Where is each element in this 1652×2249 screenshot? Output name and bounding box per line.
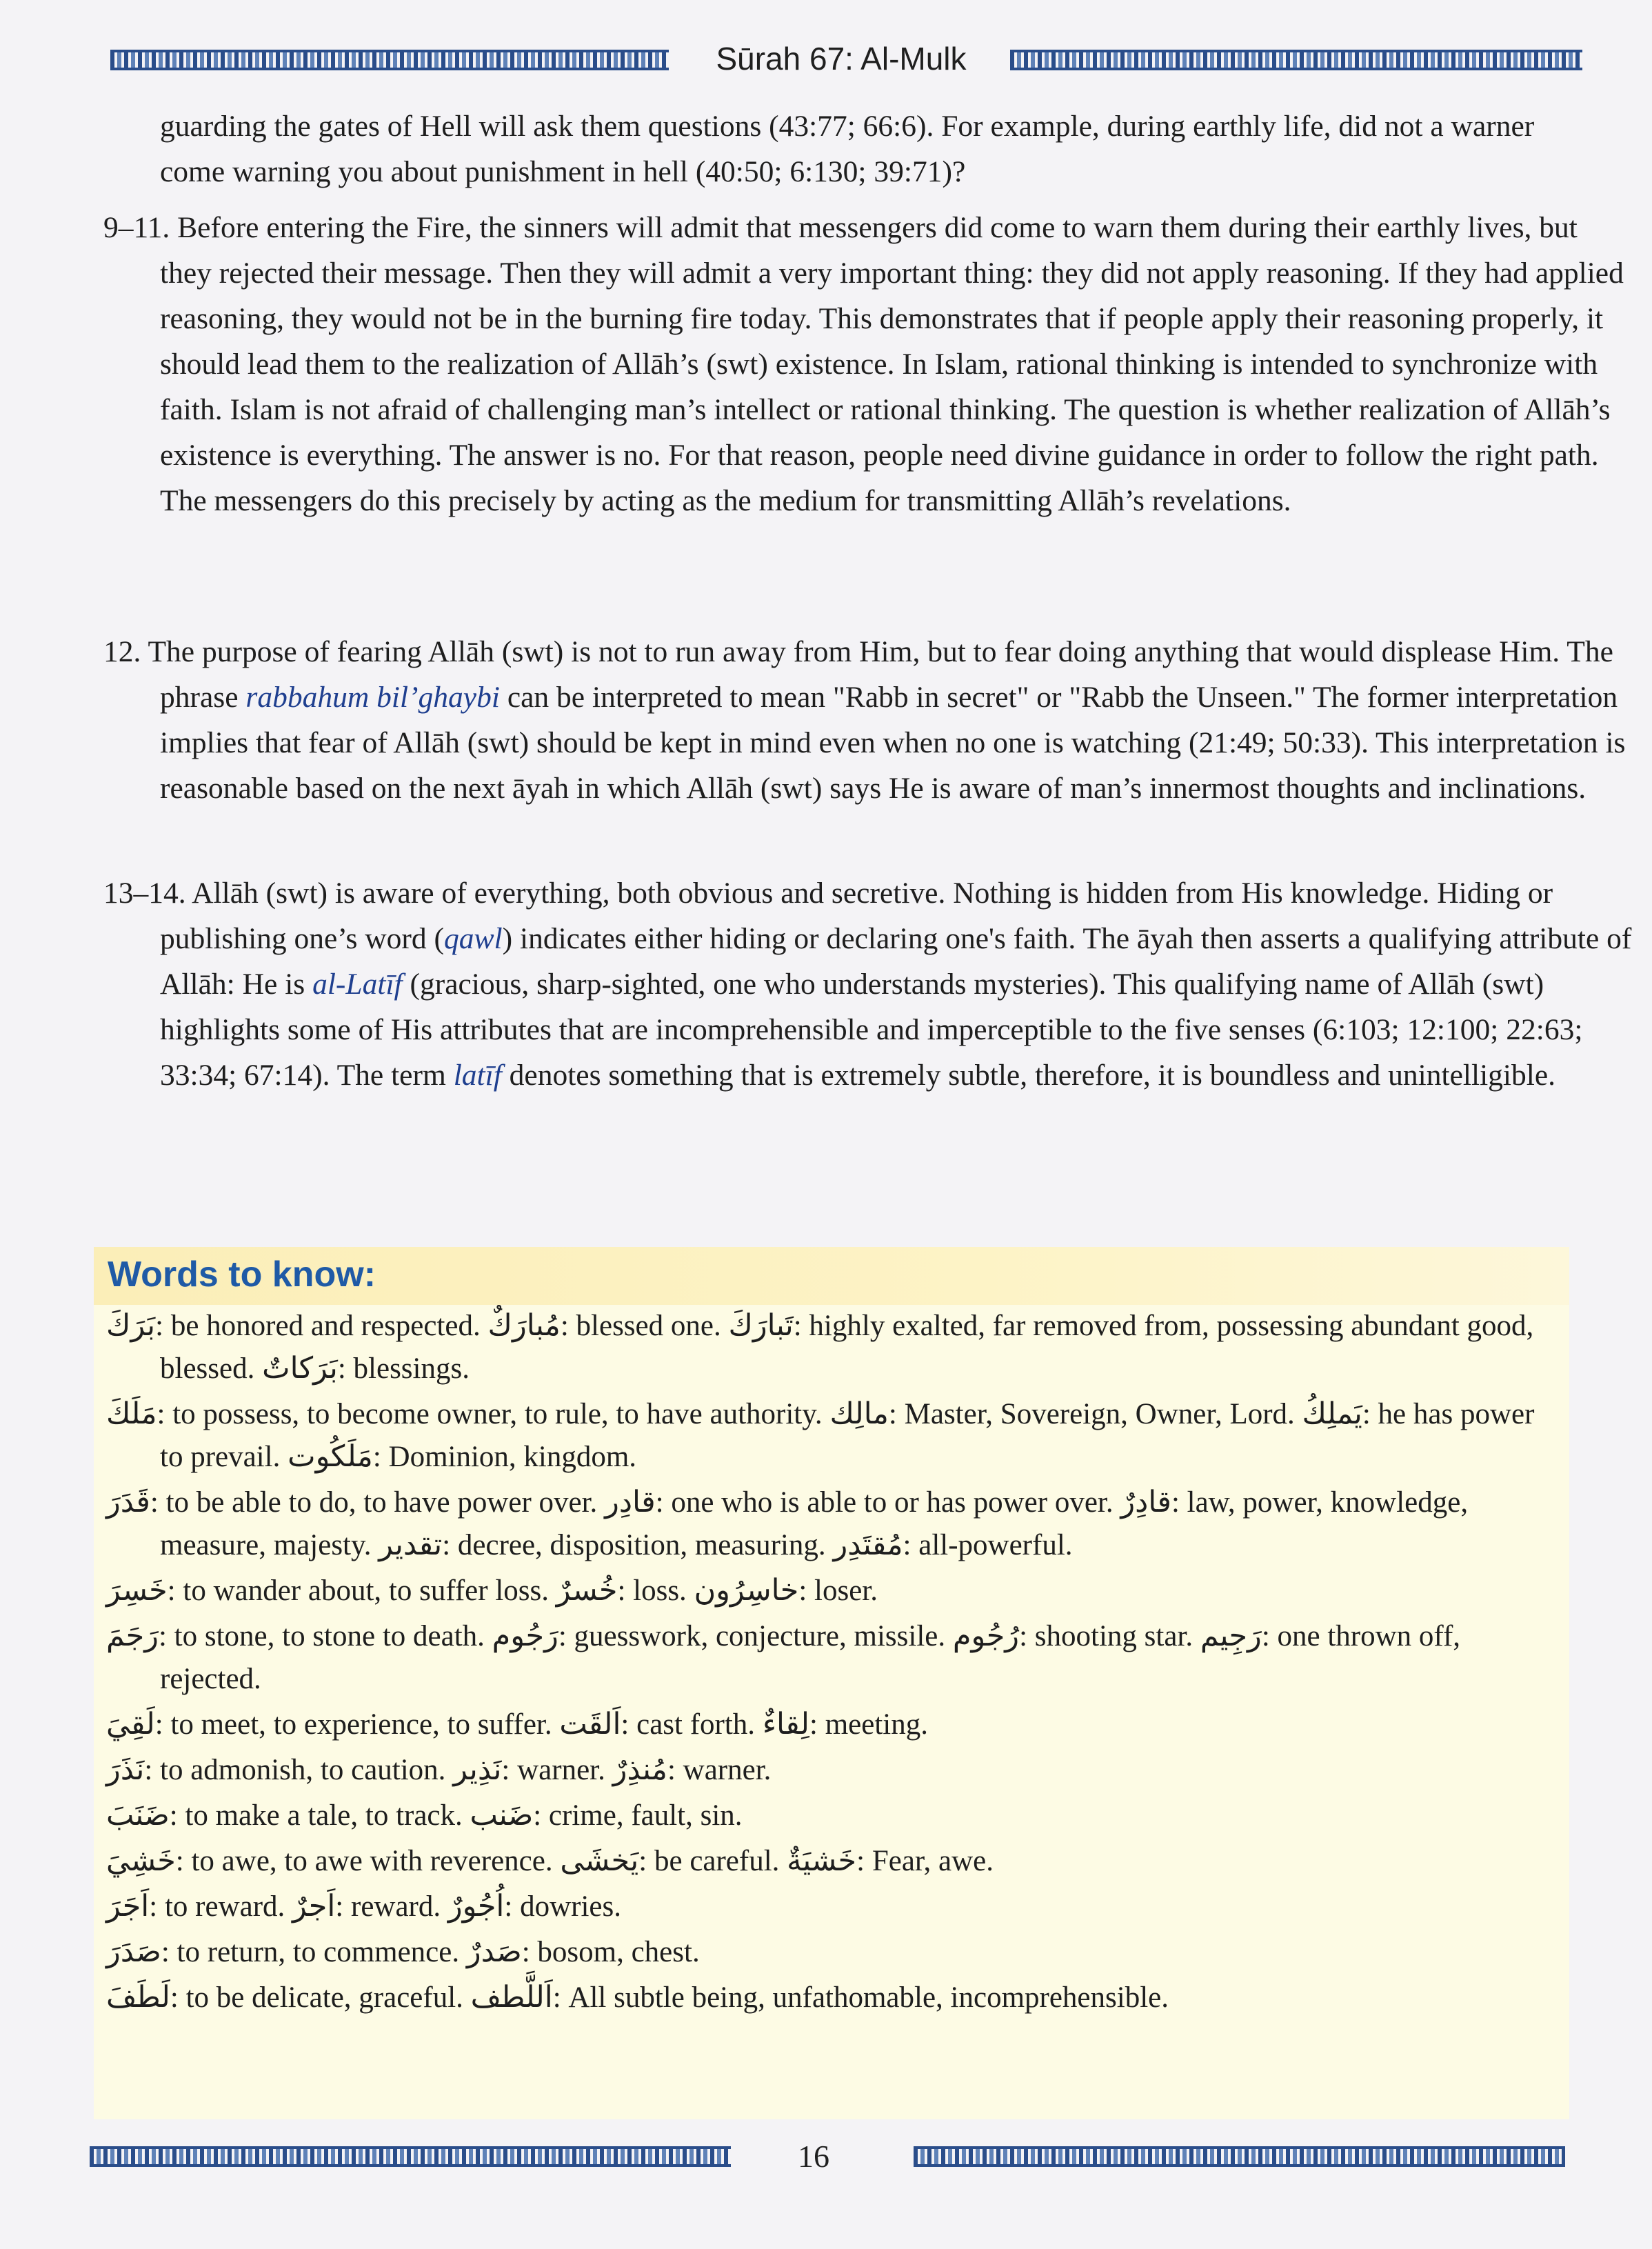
italic-term: al-Latīf: [312, 968, 403, 1001]
vocab-entry: ضَنَبَ: to make a tale, to track. ضَنب: crime, fault, sin.: [106, 1799, 743, 1832]
vocab-entry: خَشِيَ: to awe, to awe with reverence. يَخشَى: be careful. خَشيَةٌ: Fear, awe.: [106, 1845, 994, 1877]
paragraph-text: [148, 635, 1625, 805]
vocab-entry: مَلَكَ: to possess, to become owner, to rule, to have authority. مالِك: Master, Sovereign, Owner, Lord. يَملِكُ: he has power to prevail. مَلَكُوت: Dominion, kingdom.: [106, 1398, 1535, 1473]
words-to-know-header: [94, 1247, 1569, 1305]
paragraph-text: Before entering the Fire, the sinners will admit that messengers did come to warn them during their earthly lives, but they rejected their message. Then they will admit a very important thing: they did not apply reasoning. If they had applied reasoning, they would not be in the burning fire today. This demonstrates that if people apply their reasoning properly, it should lead them to the realization of Allāh’s (swt) existence. In Islam, rational thinking is intended to synchronize with faith. Islam is not afraid of challenging man’s intellect or rational thinking. The question is whether realization of Allāh’s existence is everything. The answer is no. For that reason, people need divine guidance in order to follow the right path. The messengers do this precisely by acting as the medium for transmitting Allāh’s revelations.: [160, 211, 1624, 517]
italic-term: qawl: [444, 922, 503, 955]
paragraph-13-14: [103, 870, 1635, 1098]
words-to-know-box: [94, 1247, 1569, 2119]
vocab-entry: رَجَمَ: to stone, to stone to death. رَجُوم: guesswork, conjecture, missile. رُجُوم: shooting star. رَجِيم: one thrown off, rejected.: [106, 1620, 1461, 1695]
vocabulary-list: [106, 1305, 1561, 2022]
page-header-title: Sūrah 67: Al-Mulk: [716, 41, 967, 77]
paragraph-number: 12.: [103, 635, 141, 668]
italic-term: latīf: [453, 1059, 502, 1092]
paragraph-9-11: [103, 205, 1635, 523]
text-segment: can be interpreted to mean "Rabb in secret" or "Rabb the Unseen." The former interpretation implies that fear of Allāh (swt) should be kept in mind even when no one is watching (21:49; 50:33). This interpretation is reasonable based on the next āyah in which Allāh (swt) says He is aware of man’s innermost thoughts and inclinations.: [160, 681, 1626, 805]
footer-ornament-left: [90, 2146, 731, 2167]
vocab-entry: اَجَرَ: to reward. اَجرٌ: reward. اُجُورٌ: dowries.: [106, 1890, 621, 1923]
text-segment: ) indicates either hiding or declaring one's faith. The āyah then asserts a qualifying attribute of Allāh: He is: [160, 922, 1632, 1001]
page-number: 16: [798, 2139, 829, 2174]
text-segment: denotes something that is extremely subtle, therefore, it is boundless and unintelligible.: [501, 1059, 1556, 1092]
paragraph-text: guarding the gates of Hell will ask them questions (43:77; 66:6). For example, during earthly life, did not a warner come warning you about punishment in hell (40:50; 6:130; 39:71)?: [160, 110, 1535, 188]
vocab-entry: لَطَفَ: to be delicate, graceful. اَللَّطف: All subtle being, unfathomable, incomprehensible.: [106, 1981, 1169, 2014]
paragraph-12: [103, 629, 1635, 811]
paragraph-number: 9–11.: [103, 211, 170, 244]
header-ornament-right: [1010, 50, 1582, 70]
vocab-entry: لَقِيَ: to meet, to experience, to suffer. اَلقَت: cast forth. لِقاءٌ: meeting.: [106, 1708, 928, 1741]
vocab-entry: نَذَرَ: to admonish, to caution. نَذِير: warner. مُنذِرٌ: warner.: [106, 1754, 772, 1786]
header-ornament-left: [110, 50, 669, 70]
vocab-entry: قَدَرَ: to be able to do, to have power over. قادِر: one who is able to or has power over. قادِرٌ: law, power, knowledge, measure, majesty. تقدير: decree, disposition, measuring. مُقتَدِر: all-powerful.: [106, 1486, 1469, 1561]
text-segment: The purpose of fearing Allāh (swt) is not to run away from Him, but to fear doing anything that would displease Him. The phrase: [148, 635, 1613, 714]
paragraph-number: 13–14.: [103, 877, 186, 910]
italic-term: rabbahum bil’ghaybi: [245, 681, 500, 714]
paragraph-continuation: [103, 103, 1579, 194]
vocab-entry: خَسِرَ: to wander about, to suffer loss. خُسرٌ: loss. خاسِرُون: loser.: [106, 1575, 878, 1607]
footer-ornament-right: [914, 2146, 1565, 2167]
vocab-entry: بَرَكَ: be honored and respected. مُبارَكٌ: blessed one. تَبارَكَ: highly exalted, far removed from, possessing abundant good, blessed. بَرَكاتٌ: blessings.: [106, 1310, 1534, 1385]
text-segment: Allāh (swt) is aware of everything, both obvious and secretive. Nothing is hidden from His knowledge. Hiding or publishing one’s word (: [160, 877, 1553, 955]
vocab-entry: صَدَرَ: to return, to commence. صَدرٌ: bosom, chest.: [106, 1936, 700, 1968]
text-segment: (gracious, sharp-sighted, one who understands mysteries). This qualifying name of Allāh (swt) highlights some of His attributes that are incomprehensible and imperceptible to the five senses (6:103; 12:100; 22:63; 33:34; 67:14). The term: [160, 968, 1583, 1092]
paragraph-text: [160, 877, 1631, 1092]
words-to-know-title: Words to know:: [108, 1255, 376, 1295]
